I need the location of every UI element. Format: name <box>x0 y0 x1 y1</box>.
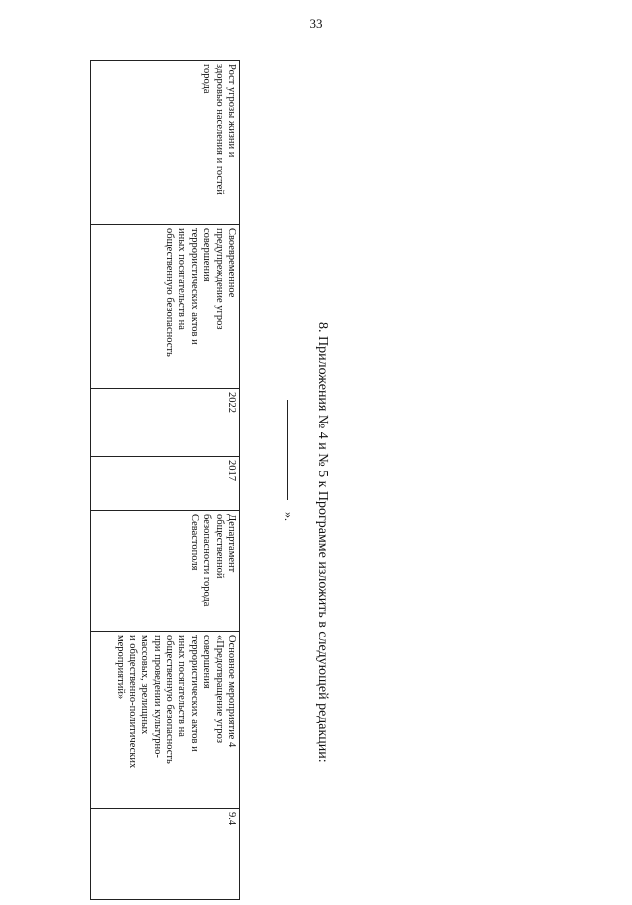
measure-line: и общественно-политических <box>127 635 138 769</box>
executor-line: безопасности города <box>201 514 213 607</box>
measure-line: «Предотвращение угроз <box>213 635 225 743</box>
executor-cell <box>91 511 240 632</box>
executor-line: Департамент <box>226 514 237 573</box>
measure-line: при проведении культурно- <box>151 635 163 758</box>
result-line: общественную безопасность <box>164 228 176 357</box>
risk-cell <box>91 61 240 225</box>
closing-mark-line <box>281 400 296 521</box>
closing-mark: ». <box>282 512 296 521</box>
result-cell <box>91 225 240 389</box>
measure-line: общественную безопасность <box>164 635 176 764</box>
measure-line: террористических актов и <box>188 635 200 752</box>
item-8-text: 8. Приложения № 4 и № 5 к Программе изложить в следующей редакции: <box>315 322 330 763</box>
risk-line: города <box>201 64 213 94</box>
page-number: 33 <box>309 16 323 31</box>
executor-line: общественной <box>213 514 225 579</box>
result-line: предупреждение угроз <box>213 228 225 330</box>
table-row <box>91 61 240 900</box>
result-line: Своевременное <box>226 228 237 298</box>
measure-name-cell <box>91 632 240 809</box>
risk-line: здоровью населения и гостей <box>213 64 225 195</box>
measure-line: мероприятий» <box>114 635 126 700</box>
risk-line: Рост угрозы жизни и <box>226 64 237 158</box>
result-line: террористических актов и <box>188 228 200 345</box>
measure-line: массовых, зрелищных <box>139 635 151 735</box>
result-line: иных посягательств на <box>176 228 188 330</box>
measure-line: совершения <box>201 635 213 689</box>
executor-line: Севастополя <box>188 514 200 571</box>
measures-table <box>90 60 240 900</box>
year-start-cell: 2017 <box>91 457 240 511</box>
program-table <box>90 60 240 850</box>
measure-line: Основное мероприятие 4 <box>226 635 237 748</box>
result-line: совершения <box>201 228 213 282</box>
closing-rule <box>287 400 288 500</box>
measure-line: иных посягательств на <box>176 635 188 737</box>
year-end-cell: 2022 <box>91 389 240 457</box>
row-number-cell: 9.4 <box>91 809 240 900</box>
